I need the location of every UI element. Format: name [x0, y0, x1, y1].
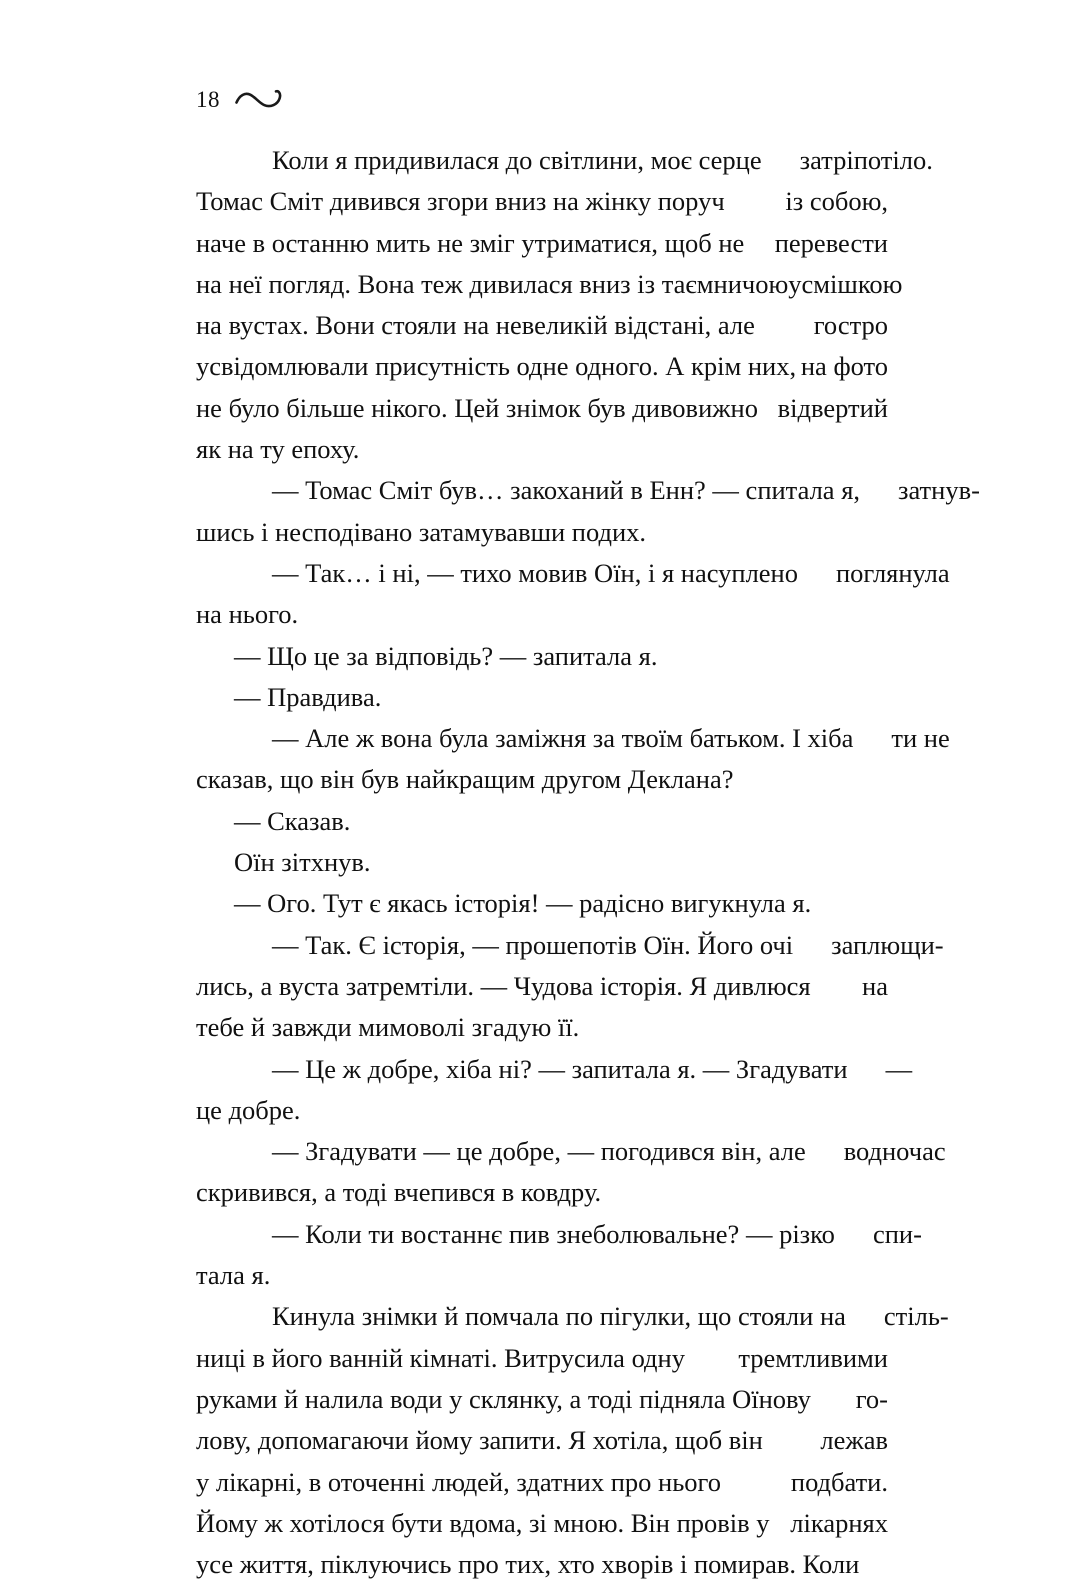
text-line — [196, 925, 944, 966]
text-run: не було більше нікого. Цей знімок був дивовижно — [196, 392, 758, 423]
text-run: заплющи- — [831, 929, 944, 960]
text-run: тремтливими — [738, 1342, 888, 1373]
text-run: водночас — [843, 1136, 946, 1167]
text-line: Оїн зітхнув. — [234, 847, 371, 878]
text-run: перевести — [774, 227, 888, 258]
text-line: на нього. — [196, 599, 299, 630]
text-line — [196, 1049, 913, 1090]
page-number: 18 — [196, 86, 220, 112]
text-run: — Це ж добре, хіба ні? — запитала я. — Згадувати — [272, 1053, 848, 1084]
text-line — [196, 181, 888, 222]
text-line: шись і несподівано затамувавши подих. — [196, 516, 646, 547]
text-run: Кинула знімки й помчала по пігулки, що стояли на — [272, 1301, 846, 1332]
text-run: руками й налила води у склянку, а тоді підняла Оїнову — [196, 1383, 811, 1414]
text-line — [196, 1379, 888, 1420]
text-run: — Томас Сміт був… закоханий в Енн? — спитала я, — [272, 475, 861, 506]
text-line — [196, 140, 933, 181]
text-line: це добре. — [196, 1094, 301, 1125]
swash-ornament-icon — [234, 86, 286, 112]
text-line — [196, 346, 888, 387]
text-run: подбати. — [790, 1466, 888, 1497]
text-line: — Сказав. — [234, 805, 351, 836]
text-line: як на ту епоху. — [196, 434, 360, 465]
text-line: тебе й завжди мимоволі згадую її. — [196, 1012, 580, 1043]
text-line — [196, 718, 950, 759]
text-run: на фото — [800, 351, 888, 382]
text-run: на — [862, 970, 888, 1001]
text-run: спи- — [872, 1218, 922, 1249]
text-line — [196, 1503, 888, 1544]
text-run: — Так… і ні, — тихо мовив Оїн, і я насуплено — [272, 557, 798, 588]
text-line — [196, 388, 888, 429]
text-line — [196, 553, 950, 594]
text-run: лову, допомагаючи йому запити. Я хотіла, щоб він — [196, 1425, 763, 1456]
text-line — [196, 470, 980, 511]
text-run: ниці в його ванній кімнаті. Витрусила одну — [196, 1342, 685, 1373]
text-run: Йому ж хотілося бути вдома, зі мною. Він провів у — [196, 1507, 770, 1538]
text-line — [196, 1462, 888, 1503]
text-run: гостро — [813, 310, 888, 341]
text-line — [196, 223, 888, 264]
text-run: стіль- — [883, 1301, 949, 1332]
text-run: на неї погляд. Вона теж дивилася вниз із таємничою — [196, 268, 789, 299]
text-run: усвідомлювали присутність одне одного. А крім них, — [196, 351, 797, 382]
text-line: тала я. — [196, 1260, 271, 1291]
text-line — [196, 1214, 922, 1255]
page-text-block — [196, 140, 980, 1585]
text-run: усмішкою — [788, 268, 903, 299]
text-run: відвертий — [777, 392, 888, 423]
text-run: ти не — [891, 723, 950, 754]
text-run: лікарнях — [790, 1507, 888, 1538]
text-run: го- — [855, 1383, 888, 1414]
text-run: — Так. Є історія, — прошепотів Оїн. Його очі — [272, 929, 794, 960]
text-run: у лікарні, в оточенні людей, здатних про нього — [196, 1466, 722, 1497]
text-run: — Але ж вона була заміжня за твоїм батьком. І хіба — [272, 723, 854, 754]
text-run: Коли я придивилася до світлини, моє серце — [272, 145, 762, 175]
text-line: усе життя, піклуючись про тих, хто хворів і помирав. Коли — [196, 1549, 860, 1580]
text-line: сказав, що він був найкращим другом Деклана? — [196, 764, 734, 795]
text-run: — — [885, 1053, 913, 1084]
text-line: скривився, а тоді вчепився в ковдру. — [196, 1177, 602, 1208]
text-line — [196, 264, 903, 305]
text-run: лись, а вуста затремтіли. — Чудова історія. Я дивлюся — [196, 970, 811, 1001]
text-line — [196, 1131, 946, 1172]
text-line — [196, 1420, 888, 1461]
text-line — [196, 1296, 949, 1337]
text-run: Томас Сміт дивився згори вниз на жінку поруч — [196, 186, 725, 217]
text-line — [196, 1338, 888, 1379]
text-run: затріпотіло. — [799, 145, 933, 175]
text-run: поглянула — [836, 557, 950, 588]
text-line: — Ого. Тут є якась історія! — радісно вигукнула я. — [234, 888, 812, 919]
text-run: затнув- — [898, 475, 980, 506]
text-run: — Коли ти востаннє пив знеболювальне? — різко — [272, 1218, 835, 1249]
text-line — [196, 966, 888, 1007]
running-head — [196, 82, 286, 116]
text-line: — Правдива. — [234, 681, 382, 712]
text-run: із собою, — [785, 186, 888, 217]
text-run: лежав — [820, 1425, 888, 1456]
text-run: — Згадувати — це добре, — погодився він, але — [272, 1136, 806, 1167]
text-run: на вустах. Вони стояли на невеликій відстані, але — [196, 310, 755, 341]
text-line: — Що це за відповідь? — запитала я. — [234, 640, 658, 671]
text-run: наче в останню мить не зміг утриматися, щоб не — [196, 227, 745, 258]
text-line — [196, 305, 888, 346]
